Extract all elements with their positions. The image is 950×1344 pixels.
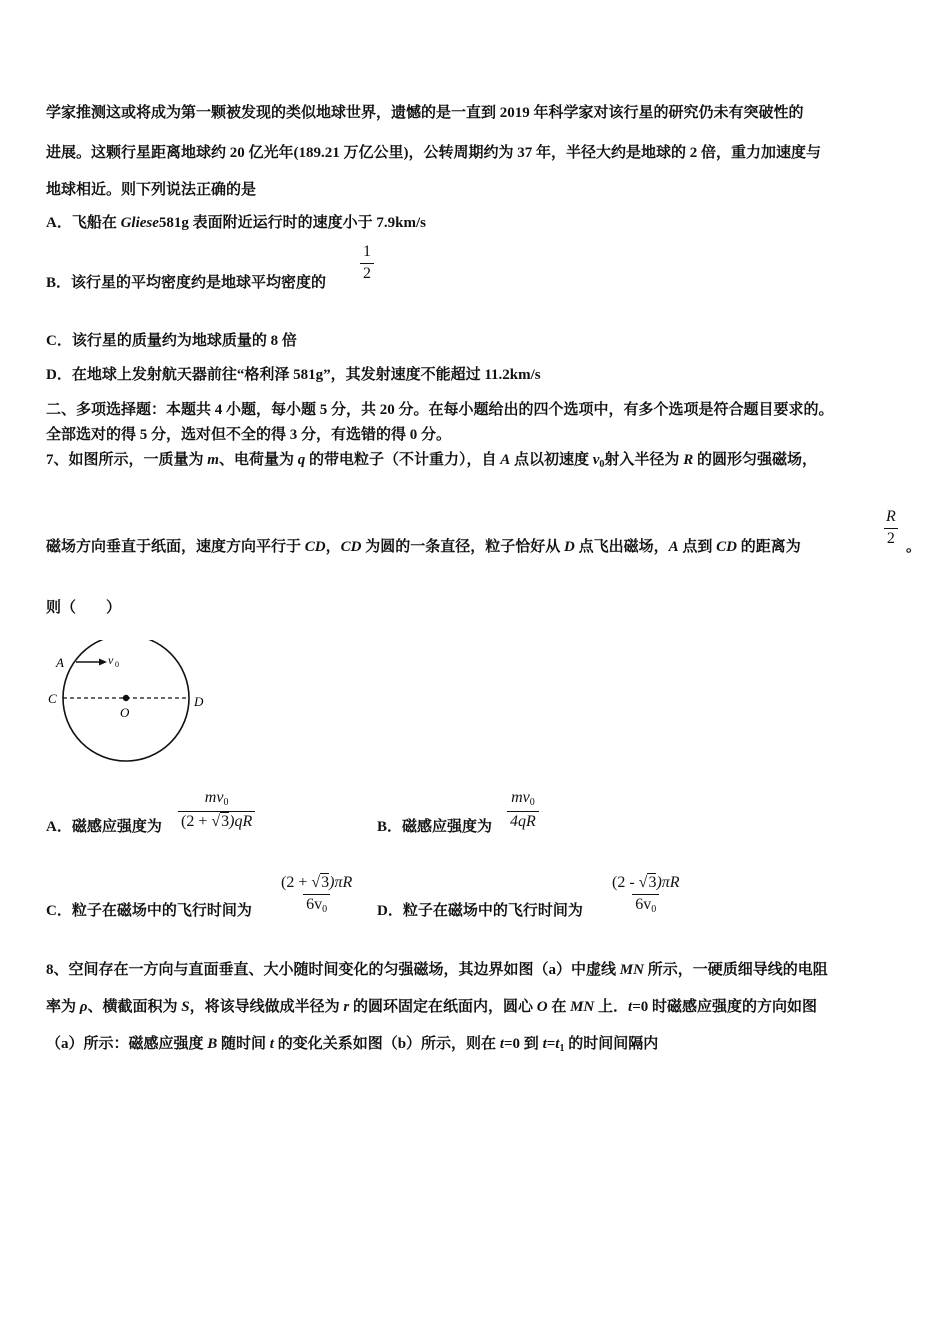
label-d: D xyxy=(194,694,204,709)
q7-stem-line-1 xyxy=(46,448,817,470)
q7-option-d-fraction xyxy=(609,875,683,915)
q7-stem-line-2 xyxy=(46,535,801,556)
q7-option-a-num-mv: mv xyxy=(204,789,224,806)
q7-option-c-denominator xyxy=(303,894,330,916)
q7-option-a-fraction xyxy=(178,790,255,830)
q8-text: （a）所示：磁感应强度 xyxy=(46,1036,208,1052)
label-o: O xyxy=(120,705,130,720)
q7-option-c-numerator: (2 + √3)πR xyxy=(281,874,353,891)
q7-var-v-sub: 0 xyxy=(599,459,605,470)
q7-option-d-denominator xyxy=(632,894,659,916)
q7-option-a-denominator: (2 + √3)qR xyxy=(178,811,255,831)
q7-var-d: D xyxy=(563,539,575,555)
q8-text: 上． xyxy=(594,999,629,1015)
q7-option-a-num-sub: 0 xyxy=(223,797,229,808)
q8-text: = xyxy=(546,1036,556,1052)
q8-text: 在 xyxy=(547,999,571,1015)
q6-stem-line-3: 地球相近。则下列说法正确的是 xyxy=(46,182,257,198)
q8-var-t1: t xyxy=(555,1036,560,1052)
section2-header-line-2: 全部选对的得 5 分，选对但不全的得 3 分，有选错的得 0 分。 xyxy=(46,427,452,443)
q7-option-b-numerator xyxy=(508,790,538,811)
velocity-arrowhead xyxy=(99,659,107,666)
q7-option-c-num-sqrt: 3 xyxy=(321,874,330,891)
q8-var-r: r xyxy=(343,999,350,1015)
q7-option-c-num-a: (2 + xyxy=(281,874,312,891)
q7-stem-end: 。 xyxy=(906,539,922,555)
q6-option-a xyxy=(46,211,426,232)
q6-option-b-numerator: 1 xyxy=(363,243,371,260)
q6-option-b: B．该行星的平均密度约是地球平均密度的 xyxy=(46,275,327,291)
q8-text: 的时间间隔内 xyxy=(564,1036,659,1052)
q6-option-b-fraction xyxy=(360,244,374,283)
q8-text: 的圆环固定在纸面内，圆心 xyxy=(349,999,537,1015)
q8-stem-line-1 xyxy=(46,958,828,979)
q8-text: 随时间 xyxy=(217,1036,270,1052)
q7-option-d-den-sub: 0 xyxy=(651,903,657,915)
q8-var-rho: ρ xyxy=(79,999,88,1015)
q8-var-o: O xyxy=(536,999,548,1015)
q7-var-a: A xyxy=(668,539,679,555)
q8-text: 所示，一硬质细导线的电阻 xyxy=(643,962,828,978)
q6-option-b-denominator: 2 xyxy=(360,263,374,283)
q7-var-cd: CD xyxy=(716,539,737,555)
q7-var-cd: CD xyxy=(304,539,326,555)
q7-option-b: B．磁感应强度为 xyxy=(377,819,493,835)
label-v: v xyxy=(108,653,114,667)
label-a: A xyxy=(56,655,64,670)
q7-var-a: A xyxy=(500,452,511,468)
q7-text: 7、如图所示，一质量为 xyxy=(46,452,208,468)
q7-option-c-num-b: )πR xyxy=(329,874,353,891)
q7-option-c-den-sub: 0 xyxy=(322,903,328,915)
q7-distance-fraction xyxy=(883,509,899,548)
q8-text: =0 时磁感应强度的方向如图 xyxy=(632,999,818,1015)
q6-stem-line-1: 学家推测这或将成为第一颗被发现的类似地球世界，遗憾的是一直到 2019 年科学家对该行星的研究仍未有突破性的 xyxy=(46,105,804,121)
q8-var-t: t xyxy=(269,1036,274,1052)
q6-option-c: C．该行星的质量约为地球质量的 8 倍 xyxy=(46,333,297,349)
q7-text: 射入半径为 xyxy=(604,452,684,468)
q7-var-r: R xyxy=(683,452,694,468)
q8-text: 、横截面积为 xyxy=(87,999,182,1015)
q8-text: =0 到 xyxy=(504,1036,543,1052)
q7-text: 点到 xyxy=(678,539,717,555)
q6-option-a-planet: Gliese xyxy=(120,215,159,231)
q8-text: 的变化关系如图（b）所示，则在 xyxy=(273,1036,500,1052)
q8-var-t1-sub: 1 xyxy=(559,1043,565,1054)
q8-text: 8、空间存在一方向与直面垂直、大小随时间变化的匀强磁场，其边界如图（a）中虚线 xyxy=(46,962,620,978)
q8-stem-line-2 xyxy=(46,995,817,1016)
section2-header-line-1: 二、多项选择题：本题共 4 小题，每小题 5 分，共 20 分。在每小题给出的四个选项中，有多个选项是符合题目要求的。 xyxy=(46,402,834,418)
q6-option-a-post: 581g 表面附近运行时的速度小于 7.9km/s xyxy=(158,215,427,231)
q7-option-c-fraction xyxy=(278,875,355,915)
q7-option-a-den-sqrt: 3 xyxy=(221,812,230,830)
q8-var-t: t xyxy=(628,999,633,1015)
q6-stem-line-2: 进展。这颗行星距离地球约 20 亿光年(189.21 万亿公里)，公转周期约为 37 年，半径大约是地球的 2 倍，重力加速度与 xyxy=(46,145,821,161)
q8-stem-line-3 xyxy=(46,1032,658,1054)
q7-option-a-den-a: (2 + xyxy=(181,812,212,830)
center-point-o xyxy=(123,695,129,701)
q7-option-d-numerator: (2 - √3)πR xyxy=(612,874,680,891)
q8-var-t: t xyxy=(542,1036,547,1052)
q8-var-mn: MN xyxy=(619,962,644,978)
q7-option-b-fraction xyxy=(507,790,539,830)
label-c: C xyxy=(48,691,57,706)
q8-var-s: S xyxy=(181,999,190,1015)
q7-text: ， xyxy=(325,539,341,555)
q8-text: ，将该导线做成半径为 xyxy=(189,999,344,1015)
q7-distance-denominator: 2 xyxy=(884,528,898,548)
q7-option-c: C．粒子在磁场中的飞行时间为 xyxy=(46,903,252,919)
q7-text: 的带电粒子（不计重力），自 xyxy=(305,452,501,468)
q7-option-a-den-b: )qR xyxy=(229,812,253,830)
q7-text: 的距离为 xyxy=(736,539,801,555)
q7-text: 磁场方向垂直于纸面，速度方向平行于 xyxy=(46,539,305,555)
q7-text: 点飞出磁场， xyxy=(574,539,669,555)
q8-var-t: t xyxy=(499,1036,504,1052)
q6-option-a-pre: A．飞船在 xyxy=(46,215,121,231)
q7-option-d-num-b: )πR xyxy=(656,874,680,891)
q7-text: 点以初速度 xyxy=(510,452,593,468)
q7-var-v: v xyxy=(592,452,600,468)
q6-option-d: D．在地球上发射航天器前往“格利泽 581g”，其发射速度不能超过 11.2km/s xyxy=(46,367,541,383)
q7-text: 的圆形匀强磁场， xyxy=(693,452,817,468)
q7-option-d: D．粒子在磁场中的飞行时间为 xyxy=(377,903,583,919)
q7-option-a: A．磁感应强度为 xyxy=(46,819,162,835)
q7-option-a-numerator xyxy=(202,790,232,811)
q7-option-b-num-mv: mv xyxy=(511,789,530,806)
q8-var-mn: MN xyxy=(570,999,595,1015)
q7-option-b-denominator: 4qR xyxy=(507,811,539,831)
q7-circle-diagram xyxy=(44,640,214,770)
q7-option-d-den: 6v xyxy=(635,895,652,913)
label-v-sub: 0 xyxy=(115,660,119,669)
q7-option-d-num-sqrt: 3 xyxy=(648,874,657,891)
q7-var-m: m xyxy=(207,452,219,468)
q7-option-b-num-sub: 0 xyxy=(529,797,535,808)
q8-var-b: B xyxy=(207,1036,218,1052)
q7-option-d-num-a: (2 - xyxy=(612,874,639,891)
q7-distance-numerator: R xyxy=(886,508,896,525)
q7-text: 、电荷量为 xyxy=(218,452,298,468)
q7-var-q: q xyxy=(297,452,306,468)
q7-var-cd: CD xyxy=(340,539,362,555)
q7-option-c-den: 6v xyxy=(306,895,323,913)
q8-text: 率为 xyxy=(46,999,80,1015)
q7-text: 为圆的一条直径，粒子恰好从 xyxy=(361,539,564,555)
q7-choice-prompt: 则（ ） xyxy=(46,600,122,616)
